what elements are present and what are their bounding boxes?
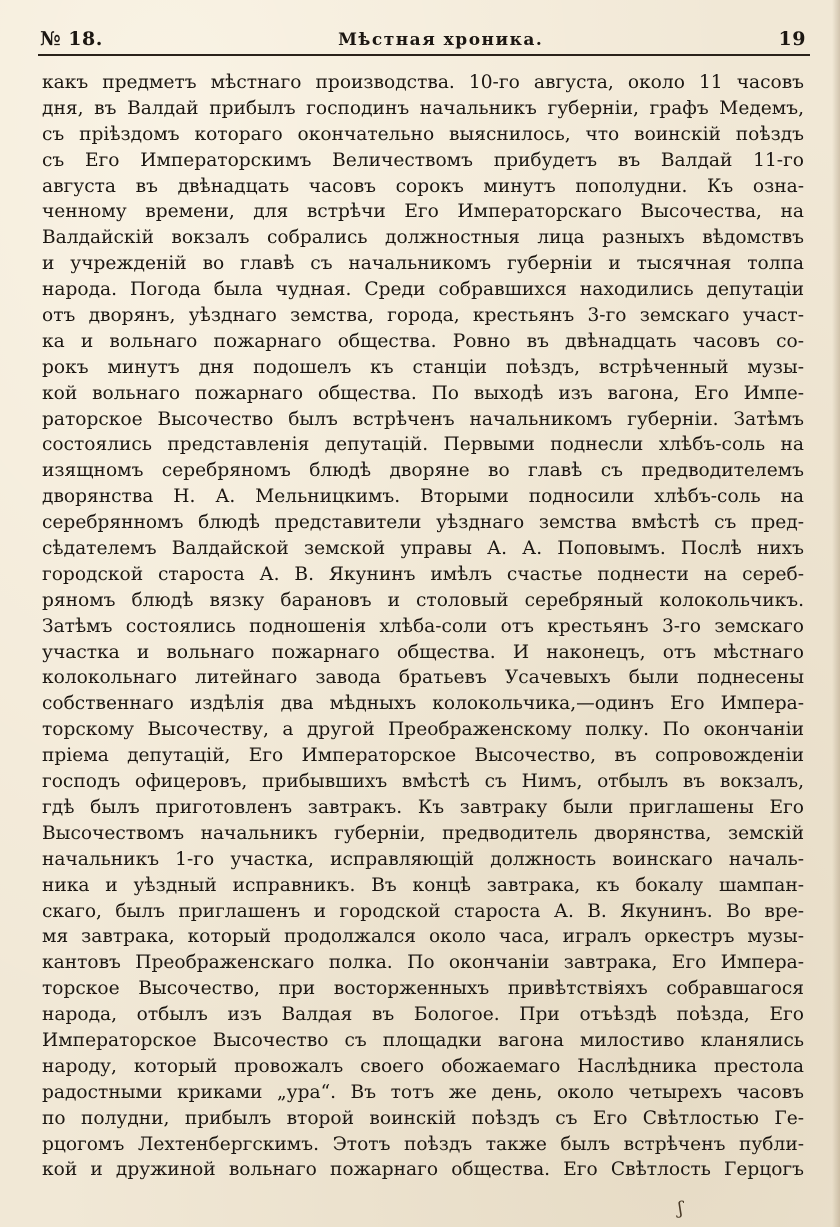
text-line: августа въ двѣнадцать часовъ сорокъ минутъ пополудни. Къ озна- <box>42 175 804 197</box>
text-line: дворянства Н. А. Мельницкимъ. Вторыми подносили хлѣбъ-соль на <box>42 486 804 508</box>
text-line: ка и вольнаго пожарнаго общества. Ровно въ двѣнадцать часовъ со- <box>42 330 804 352</box>
text-line: народа, отбылъ изъ Валдая въ Бологое. При отъѣздѣ поѣзда, Его <box>42 1004 804 1026</box>
text-line: торское Высочество, при восторженныхъ привѣтствіяхъ собравшагося <box>42 978 804 1000</box>
text-line: серебрянномъ блюдѣ представители уѣзднаго земства вмѣстѣ съ пред- <box>42 512 804 534</box>
text-line: какъ предметъ мѣстнаго производства. 10-го августа, около 11 часовъ <box>42 72 804 93</box>
text-line: дня, въ Валдай прибылъ господинъ начальникъ губерніи, графъ Медемъ, <box>42 97 804 119</box>
text-line: городской староста А. В. Якунинъ имѣлъ счастье поднести на сереб- <box>42 563 804 585</box>
text-line: кантовъ Преображенскаго полка. По окончаніи завтрака, Его Импера- <box>42 952 804 974</box>
body-text <box>42 70 804 1183</box>
text-line: и учрежденій во главѣ съ начальникомъ губерніи и тысячная толпа <box>42 253 804 275</box>
text-line: колокольнаго литейнаго завода братьевъ Усачевыхъ были поднесены <box>42 667 804 689</box>
margin-mark: ʃ <box>678 1198 683 1219</box>
text-line: Валдайскій вокзалъ собрались должностныя лица разныхъ вѣдомствъ <box>42 227 804 249</box>
text-line: ряномъ блюдѣ вязку барановъ и столовый серебряный колокольчикъ. <box>42 589 804 611</box>
text-line: начальникъ 1-го участка, исправляющій должность воинскаго началь- <box>42 848 804 870</box>
text-line: кой и дружиной вольнаго пожарнаго общества. Его Свѣтлость Герцогъ <box>42 1159 804 1181</box>
text-line: сѣдателемъ Валдайской земской управы А. А. Поповымъ. Послѣ нихъ <box>42 538 804 560</box>
section-title: Мѣстная хроника. <box>338 30 544 50</box>
text-line: рцогомъ Лехтенбергскимъ. Этотъ поѣздъ также былъ встрѣченъ публи- <box>42 1133 804 1155</box>
text-line: Высочествомъ начальникъ губерніи, предводитель дворянства, земскій <box>42 822 804 844</box>
page-number: 19 <box>778 28 806 50</box>
text-line: радостными криками „ура“. Въ тотъ же день, около четырехъ часовъ <box>42 1081 804 1103</box>
text-line: съ Его Императорскимъ Величествомъ прибудетъ въ Валдай 11-го <box>42 149 804 171</box>
text-line: съ пріѣздомъ котораго окончательно выяснилось, что воинскій поѣздъ <box>42 123 804 145</box>
text-line: пріема депутацій, Его Императорское Высочество, въ сопровожденіи <box>42 745 804 767</box>
text-line: гдѣ былъ приготовленъ завтракъ. Къ завтраку были приглашены Его <box>42 796 804 818</box>
text-line: участка и вольнаго пожарнаго общества. И наконецъ, отъ мѣстнаго <box>42 641 804 663</box>
text-line: Затѣмъ состоялись подношенія хлѣба-соли отъ крестьянъ 3-го земскаго <box>42 615 804 637</box>
text-line: народа. Погода была чудная. Среди собравшихся находились депутаціи <box>42 279 804 301</box>
text-line: ника и уѣздный исправникъ. Въ концѣ завтрака, къ бокалу шампан- <box>42 874 804 896</box>
text-line: собственнаго издѣлія два мѣдныхъ колокольчика,—одинъ Его Импера- <box>42 693 804 715</box>
text-line: изящномъ серебряномъ блюдѣ дворяне во главѣ съ предводителемъ <box>42 460 804 482</box>
header-rule <box>38 54 810 56</box>
text-line: мя завтрака, который продолжался около часа, игралъ оркестръ музы- <box>42 926 804 948</box>
text-line: народу, который провожалъ своего обожаемаго Наслѣдника престола <box>42 1055 804 1077</box>
text-line: ченному времени, для встрѣчи Его Императорскаго Высочества, на <box>42 201 804 223</box>
text-line: скаго, былъ приглашенъ и городской староста А. В. Якунинъ. Во вре- <box>42 900 804 922</box>
issue-number: № 18. <box>40 28 103 50</box>
text-line: торскому Высочеству, а другой Преображенскому полку. По окончаніи <box>42 719 804 741</box>
text-line: кой вольнаго пожарнаго общества. По выходѣ изъ вагона, Его Импе- <box>42 382 804 404</box>
text-line: отъ дворянъ, уѣзднаго земства, города, крестьянъ 3-го земскаго участ- <box>42 305 804 327</box>
page-header <box>40 20 806 50</box>
text-line: состоялись представленія депутацій. Первыми поднесли хлѣбъ-соль на <box>42 434 804 456</box>
text-line: Императорское Высочество съ площадки вагона милостиво кланялись <box>42 1029 804 1051</box>
text-line: господъ офицеровъ, прибывшихъ вмѣстѣ съ Нимъ, отбылъ въ вокзалъ, <box>42 771 804 793</box>
text-line: рокъ минутъ дня подошелъ къ станціи поѣздъ, встрѣченный музы- <box>42 356 804 378</box>
text-line: по полудни, прибылъ второй воинскій поѣздъ съ Его Свѣтлостью Ге- <box>42 1107 804 1129</box>
text-line: раторское Высочество былъ встрѣченъ начальникомъ губерніи. Затѣмъ <box>42 408 804 430</box>
page-edge-shadow <box>832 0 840 1227</box>
